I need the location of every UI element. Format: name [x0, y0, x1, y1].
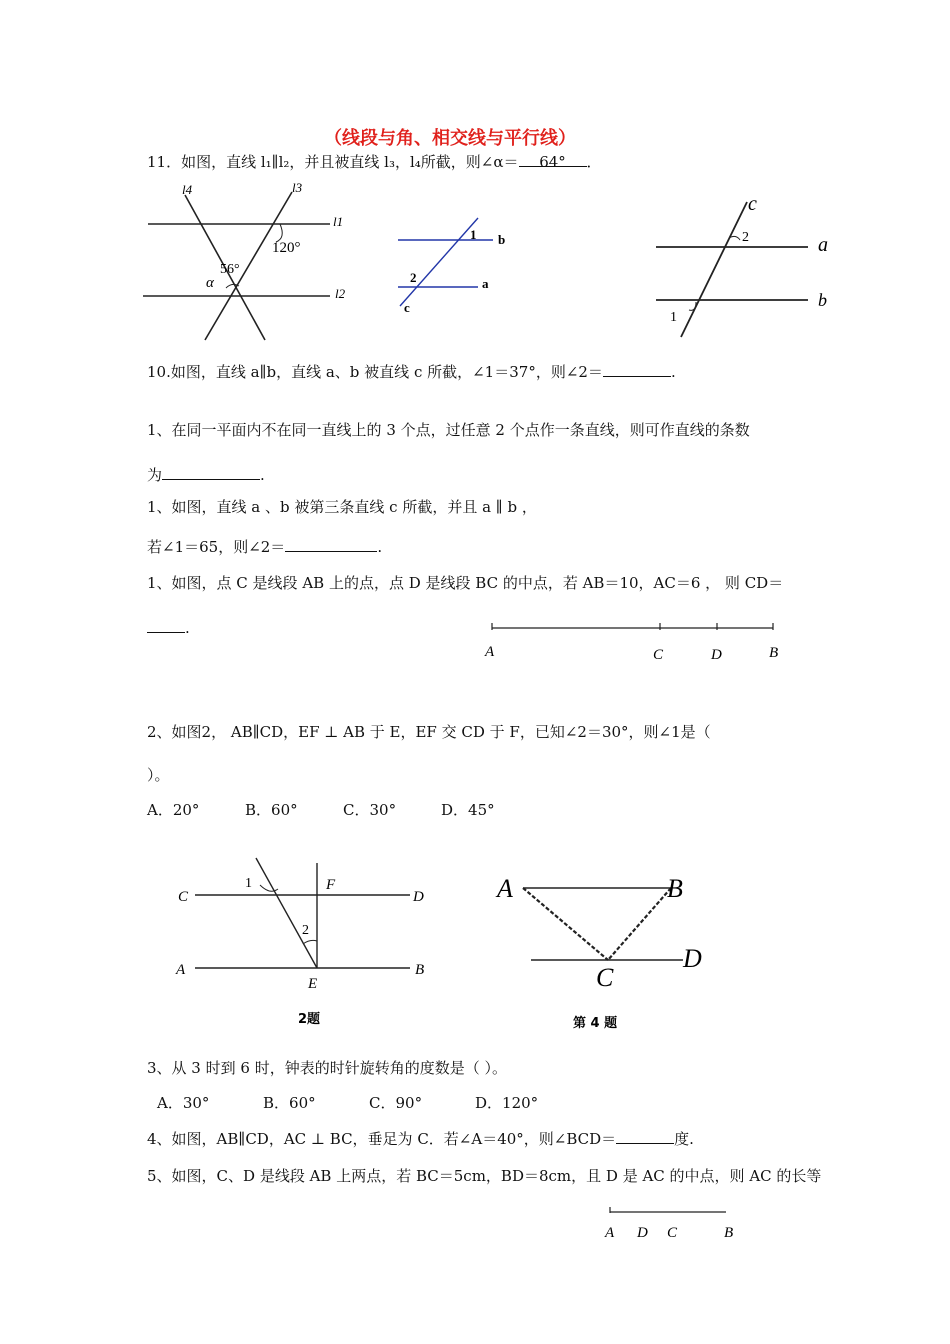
question-1b-line2	[147, 537, 382, 557]
question-1c-end: .	[185, 619, 190, 637]
line-l3	[205, 192, 292, 340]
option-d: D．45°	[441, 801, 495, 819]
question-11	[147, 152, 602, 172]
question-4-end: 度.	[674, 1130, 694, 1148]
label-b: b	[498, 232, 506, 247]
line-ac	[523, 888, 608, 960]
question-1c-line2	[147, 618, 190, 638]
figure-caption: 第 4 题	[573, 1016, 618, 1031]
line-c	[400, 218, 478, 306]
figure-segment-acdb	[480, 618, 790, 668]
option-b: B．60°	[245, 801, 298, 819]
question-1b-end: .	[377, 538, 383, 556]
label-A: A	[497, 874, 513, 903]
figure-segment-adcb	[598, 1200, 748, 1245]
line-c	[681, 202, 747, 337]
question-10-text: 10.如图，直线 a∥b，直线 a、b 被直线 c 所截，∠1＝37°，则∠2＝	[147, 363, 603, 381]
label-l1: l1	[333, 214, 344, 229]
question-11-answer: 64°	[539, 153, 566, 171]
label-D: D	[711, 647, 722, 663]
question-10-end: .	[670, 363, 676, 381]
figure-q11	[140, 180, 360, 350]
figure-parallel-middle	[390, 212, 520, 322]
label-C: C	[653, 647, 664, 663]
option-c: C．90°	[369, 1094, 423, 1112]
label-2: 2	[742, 230, 749, 245]
label-56: 56°	[220, 262, 240, 277]
label-l4: l4	[182, 182, 193, 197]
answer-blank	[603, 362, 671, 377]
option-b: B．60°	[263, 1094, 316, 1112]
question-1a-end: .	[260, 466, 265, 484]
line-bc	[608, 888, 671, 960]
answer-blank	[162, 465, 260, 480]
label-E: E	[308, 976, 318, 992]
question-2-line2: ）。	[147, 766, 170, 784]
question-1a-prefix: 为	[147, 466, 163, 484]
figure-caption: 2题	[298, 1012, 321, 1027]
label-B: B	[667, 874, 683, 903]
question-11-end: ．	[586, 153, 602, 171]
answer-blank	[147, 618, 185, 633]
label-c: c	[404, 300, 410, 315]
question-2-line1: 2、如图2， AB∥CD，EF ⊥ AB 于 E，EF 交 CD 于 F，已知∠2＝30°，则∠1是（	[147, 723, 711, 741]
label-C: C	[178, 889, 189, 905]
answer-blank	[519, 152, 587, 171]
option-d: D．120°	[475, 1094, 539, 1112]
label-1: 1	[670, 310, 677, 325]
question-2-options	[147, 800, 495, 820]
label-C: C	[667, 1225, 678, 1241]
label-A: A	[176, 962, 186, 978]
question-3: 3、从 3 时到 6 时，钟表的时针旋转角的度数是（ ）。	[147, 1059, 507, 1077]
figure-q2	[170, 855, 440, 1035]
label-B: B	[769, 645, 779, 661]
figure-parallel-right	[650, 190, 840, 345]
option-c: C．30°	[343, 801, 397, 819]
question-10	[147, 362, 676, 382]
question-11-text: 11．如图，直线 l₁∥l₂，并且被直线 l₃，l₄所截，则∠α＝	[147, 153, 519, 171]
label-alpha: α	[206, 275, 214, 291]
label-120: 120°	[272, 240, 301, 256]
question-5: 5、如图，C、D 是线段 AB 上两点，若 BC＝5cm，BD＝8cm，且 D 是 AC 的中点，则 AC 的长等	[147, 1167, 822, 1185]
question-1b-prefix: 若∠1＝65，则∠2＝	[147, 538, 286, 556]
label-b: b	[818, 290, 827, 310]
label-1: 1	[470, 227, 477, 242]
label-1: 1	[245, 876, 252, 891]
label-c: c	[748, 193, 757, 215]
label-D: D	[637, 1225, 648, 1241]
label-a: a	[818, 234, 828, 256]
label-F: F	[326, 877, 336, 893]
option-a: A．20°	[147, 801, 200, 819]
question-1c-line1: 1、如图，点 C 是线段 AB 上的点，点 D 是线段 BC 的中点，若 AB＝10，AC＝6 ， 则 CD＝	[147, 574, 784, 592]
answer-blank	[285, 537, 377, 552]
label-A: A	[485, 644, 495, 660]
label-D: D	[683, 944, 702, 973]
option-a: A．30°	[157, 1094, 210, 1112]
question-4-text: 4、如图，AB∥CD，AC ⊥ BC，垂足为 C．若∠A＝40°，则∠BCD＝	[147, 1130, 617, 1148]
label-2: 2	[410, 270, 417, 285]
page-title: （线段与角、相交线与平行线）	[324, 128, 576, 149]
label-l2: l2	[335, 286, 346, 301]
question-4	[147, 1129, 694, 1149]
label-a: a	[482, 276, 489, 291]
label-A: A	[605, 1225, 615, 1241]
question-1a-line1: 1、在同一平面内不在同一直线上的 3 个点，过任意 2 个点作一条直线，则可作直线的条数	[147, 421, 750, 439]
answer-blank	[616, 1129, 674, 1144]
question-3-options	[157, 1093, 538, 1113]
label-D: D	[413, 889, 424, 905]
question-1a-line2	[147, 465, 265, 485]
label-2: 2	[302, 923, 309, 938]
line-slant	[256, 858, 317, 968]
label-C: C	[596, 963, 614, 992]
figure-q4	[495, 870, 725, 1035]
question-1b-line1: 1、如图，直线 a 、b 被第三条直线 c 所截，并且 a ∥ b ，	[147, 498, 537, 516]
label-B: B	[415, 962, 425, 978]
label-B: B	[724, 1225, 734, 1241]
label-l3: l3	[292, 180, 303, 195]
